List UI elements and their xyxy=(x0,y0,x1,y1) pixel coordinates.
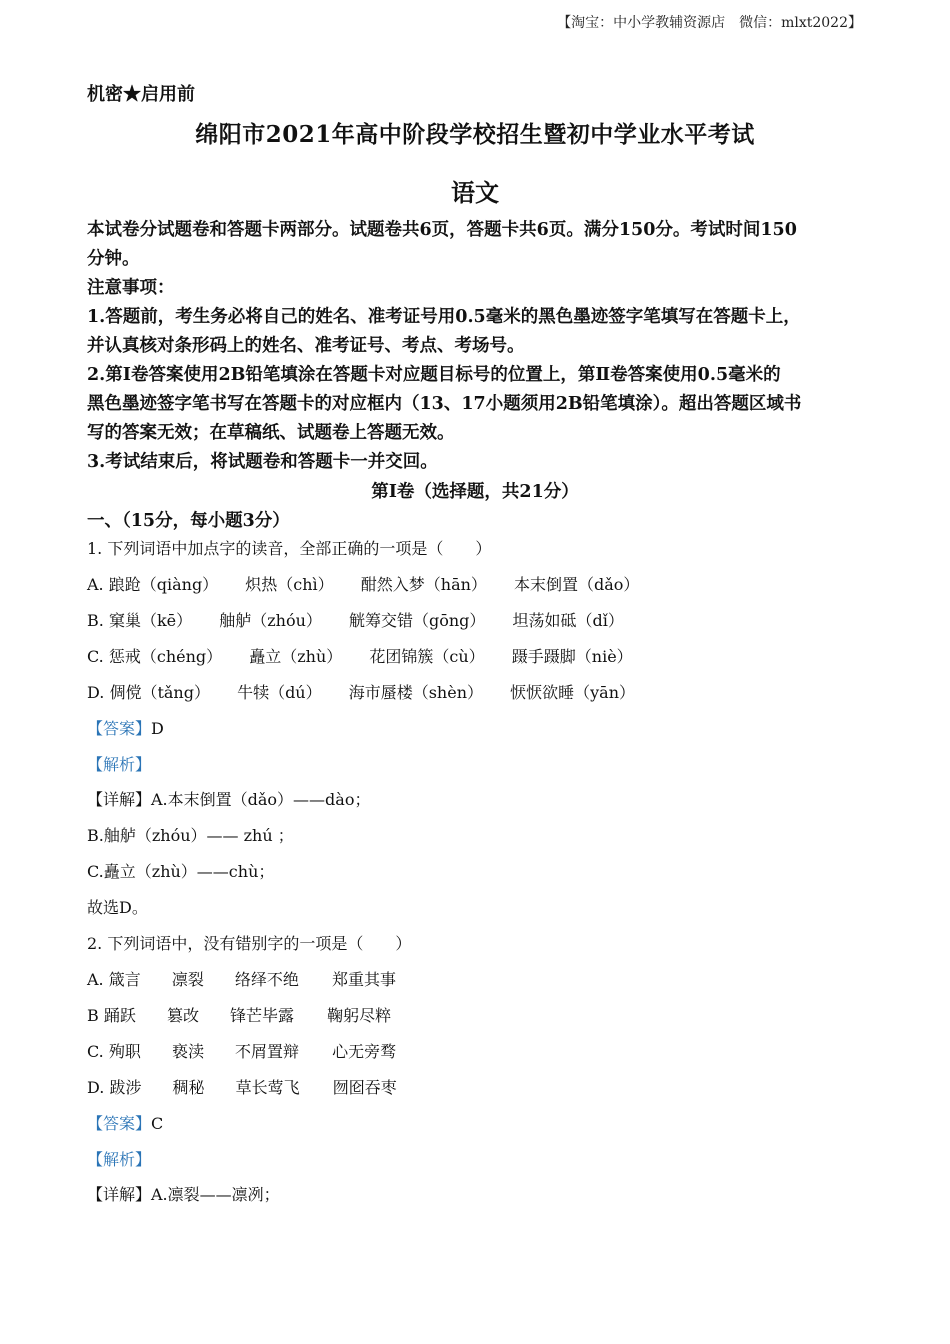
option-label: D. xyxy=(87,1078,105,1097)
question-1-analysis xyxy=(87,751,867,786)
option-word: 坦荡如砥（dǐ） xyxy=(512,611,624,630)
secret-label: 机密★启用前 xyxy=(87,84,195,105)
instruction-line: 2.第Ⅰ卷答案使用2B铅笔填涂在答题卡对应题目标号的位置上，第Ⅱ卷答案使用0.5毫米的 xyxy=(87,365,781,385)
question-1-detail-line: 故选D。 xyxy=(87,898,148,917)
instruction-line: 本试卷分试题卷和答题卡两部分。试题卷共6页，答题卡共6页。满分150分。考试时间150 xyxy=(87,220,797,240)
option-word: 觥筹交错（gōng） xyxy=(348,611,486,630)
analysis-tag: 【解析】 xyxy=(87,1150,152,1169)
option-word: 不屑置辩 xyxy=(235,1042,300,1061)
instruction-line: 3.考试结束后，将试题卷和答题卡一并交回。 xyxy=(87,452,438,472)
option-word: 凛裂 xyxy=(171,970,204,989)
option-word: 囫囵吞枣 xyxy=(332,1078,397,1097)
instruction-line: 注意事项： xyxy=(87,278,175,298)
option-word: 舳舻（zhóu） xyxy=(219,611,322,630)
option-word: 炽热（chì） xyxy=(245,575,334,594)
option-word: 倜傥（tǎng） xyxy=(109,683,210,702)
question-2-analysis xyxy=(87,1146,867,1181)
exam-instructions xyxy=(87,216,867,477)
part-title: 第Ⅰ卷（选择题，共21分） xyxy=(371,482,579,502)
option-label: C. xyxy=(87,1042,104,1061)
option-word: 心无旁骛 xyxy=(332,1042,397,1061)
header-note: 【淘宝：中小学教辅资源店 微信：mlxt2022】 xyxy=(557,15,862,31)
section-title: 一、（15分，每小题3分） xyxy=(87,511,290,531)
option-word: 跋涉 xyxy=(109,1078,142,1097)
answer-tag: 【答案】 xyxy=(87,719,152,738)
question-1-option-c xyxy=(87,643,867,679)
option-label: A. xyxy=(87,970,104,989)
option-word: 蹑手蹑脚（niè） xyxy=(511,647,633,666)
instruction-line: 黑色墨迹签字笔书写在答题卡的对应框内（13、17小题须用2B铅笔填涂）。超出答题区域书 xyxy=(87,394,802,414)
option-word: 草长莺飞 xyxy=(235,1078,300,1097)
option-label: A. xyxy=(87,575,104,594)
exam-title: 绵阳市2021年高中阶段学校招生暨初中学业水平考试 xyxy=(195,121,755,148)
option-word: 踊跃 xyxy=(103,1006,136,1025)
option-label: B xyxy=(87,1006,99,1025)
answer-tag: 【答案】 xyxy=(87,1114,152,1133)
option-label: C. xyxy=(87,647,104,666)
subject-title: 语文 xyxy=(451,178,499,207)
option-word: 惩戒（chéng） xyxy=(108,647,223,666)
question-2-answer xyxy=(87,1110,867,1146)
question-2-detail-line: 【详解】A.凛裂——凛冽； xyxy=(87,1185,280,1204)
option-word: 海市蜃楼（shèn） xyxy=(348,683,484,702)
question-2-option-b xyxy=(87,1002,867,1038)
option-word: 酣然入梦（hān） xyxy=(360,575,487,594)
option-word: 矗立（zhù） xyxy=(249,647,343,666)
instruction-line: 分钟。 xyxy=(87,249,140,269)
option-word: 络绎不绝 xyxy=(234,970,299,989)
question-2-stem: 2. 下列词语中，没有错别字的一项是（ ） xyxy=(87,934,412,953)
question-1-detail-line: C.矗立（zhù）——chù； xyxy=(87,862,275,881)
option-word: 箴言 xyxy=(108,970,141,989)
instruction-line: 1.答题前，考生务必将自己的姓名、准考证号用0.5毫米的黑色墨迹签字笔填写在答题卡上， xyxy=(87,307,801,327)
instruction-line: 写的答案无效；在草稿纸、试题卷上答题无效。 xyxy=(87,423,455,443)
questions-body xyxy=(87,535,867,1217)
option-word: 踉跄（qiàng） xyxy=(108,575,219,594)
option-word: 花团锦簇（cù） xyxy=(369,647,485,666)
question-1-detail-line: 【详解】A.本末倒置（dǎo）——dào； xyxy=(87,790,371,809)
answer-value: C xyxy=(151,1114,164,1133)
option-word: 牛犊（dú） xyxy=(237,683,322,702)
question-1-option-b xyxy=(87,607,867,643)
option-word: 稠秘 xyxy=(172,1078,205,1097)
option-word: 窠巢（kē） xyxy=(108,611,193,630)
option-label: B. xyxy=(87,611,104,630)
option-word: 郑重其事 xyxy=(332,970,397,989)
option-word: 篡改 xyxy=(166,1006,199,1025)
question-1-option-a xyxy=(87,571,867,607)
option-word: 本末倒置（dǎo） xyxy=(514,575,640,594)
option-word: 亵渎 xyxy=(171,1042,204,1061)
option-word: 殉职 xyxy=(108,1042,141,1061)
option-word: 恹恹欲睡（yān） xyxy=(510,683,635,702)
question-1-detail-line: B.舳舻（zhóu）—— zhú ； xyxy=(87,826,294,845)
question-1-stem: 1. 下列词语中加点字的读音，全部正确的一项是（ ） xyxy=(87,539,492,558)
instruction-line: 并认真核对条形码上的姓名、准考证号、考点、考场号。 xyxy=(87,336,525,356)
question-1-answer xyxy=(87,715,867,751)
question-1-option-d xyxy=(87,679,867,715)
question-2-option-d xyxy=(87,1074,867,1110)
option-label: D. xyxy=(87,683,105,702)
answer-value: D xyxy=(151,719,164,738)
option-word: 鞠躬尽粹 xyxy=(327,1006,392,1025)
question-2-option-a xyxy=(87,966,867,1002)
question-2-option-c xyxy=(87,1038,867,1074)
analysis-tag: 【解析】 xyxy=(87,755,152,774)
option-word: 锋芒毕露 xyxy=(230,1006,295,1025)
